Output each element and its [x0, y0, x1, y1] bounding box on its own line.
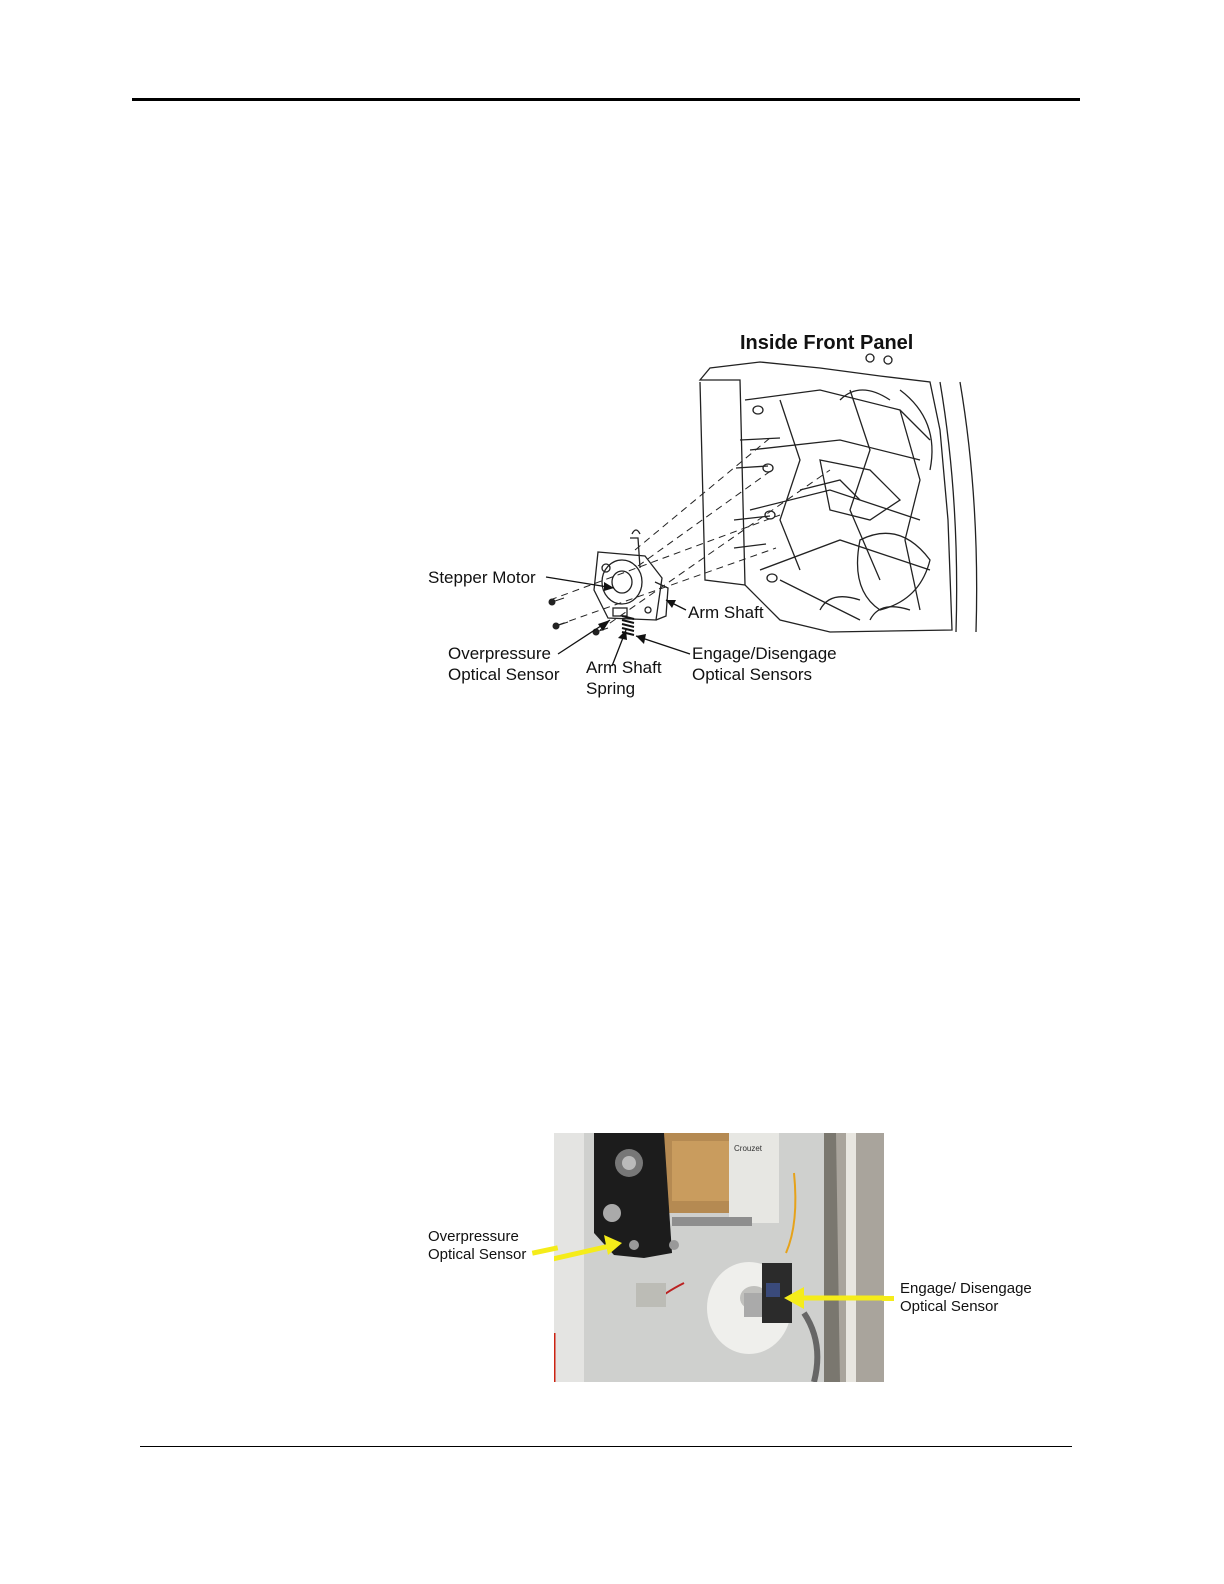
- motor-brand-text: Crouzet: [734, 1144, 763, 1153]
- arm-shaft-spring-label-line2: Spring: [586, 679, 636, 698]
- overpressure-sensor-label-line2: Optical Sensor: [448, 665, 560, 684]
- photo-overpressure-label-line1: Overpressure: [428, 1228, 519, 1245]
- photo-engage-label-line2: Optical Sensor: [900, 1298, 999, 1315]
- header-rule: [132, 98, 1080, 101]
- stepper-motor-label: Stepper Motor: [428, 568, 536, 587]
- exploded-view-figure: [400, 320, 1020, 720]
- engage-sensors-label-line2: Optical Sensors: [692, 665, 812, 684]
- photo-engage-label-line1: Engage/ Disengage: [900, 1280, 1032, 1297]
- engage-arrow-tail: [882, 1296, 894, 1301]
- footer-rule: [140, 1446, 1072, 1447]
- arm-shaft-spring-label-line1: Arm Shaft: [586, 658, 662, 677]
- sensor-photo: [554, 1133, 884, 1382]
- engage-sensors-label-line1: Engage/Disengage: [692, 644, 837, 663]
- figure-title: Inside Front Panel: [740, 332, 914, 354]
- overpressure-sensor-label-line1: Overpressure: [448, 644, 551, 663]
- sensor-photo-figure: [420, 1130, 1060, 1390]
- arm-shaft-label: Arm Shaft: [688, 603, 764, 622]
- photo-illustration: [554, 1133, 884, 1382]
- photo-overpressure-label-line2: Optical Sensor: [428, 1246, 527, 1263]
